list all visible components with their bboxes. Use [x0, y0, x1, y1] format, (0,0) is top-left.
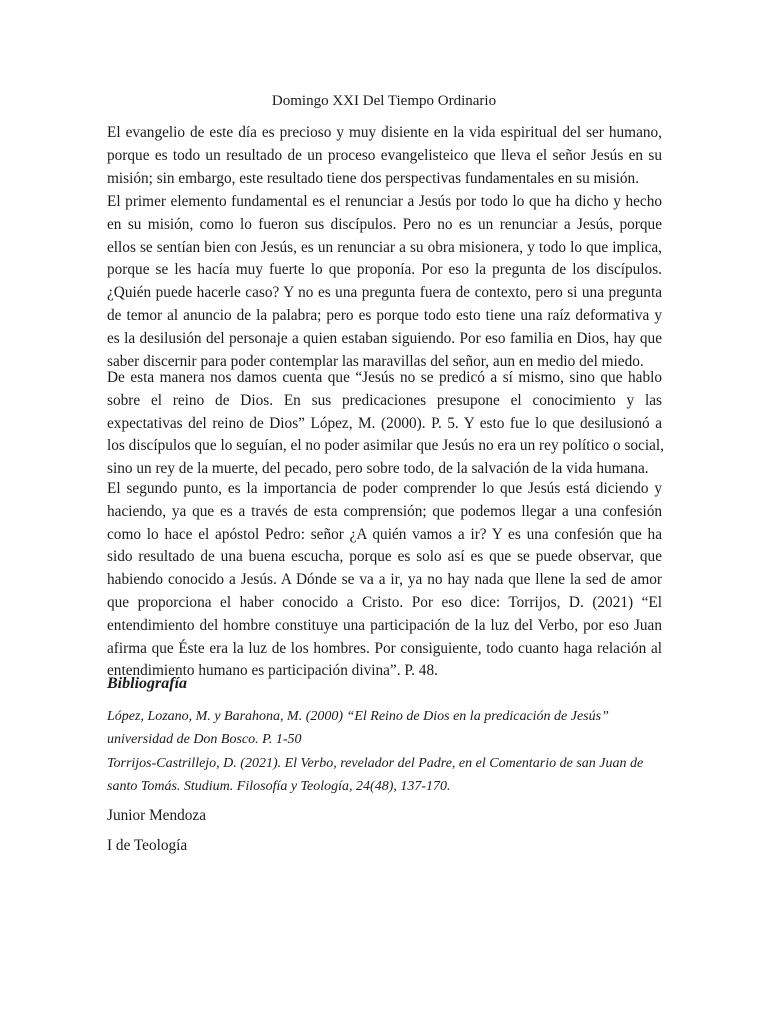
paragraph-line: expectativas del reino de Dios” López, M. (2000). P. 5. Y esto fue lo que desilusionó a: [107, 414, 662, 432]
bibliography-reference-2: [107, 752, 647, 798]
paragraph-line: De esta manera nos damos cuenta que “Jesús no se predicó a sí mismo, sino que hablo: [107, 369, 662, 386]
paragraph-line: entendimiento del hombre constituye una participación de la luz del Verbo, por eso Juan: [107, 616, 662, 634]
paragraph-line: El segundo punto, es la importancia de poder comprender lo que Jesús está diciendo y: [107, 480, 662, 497]
bibliography-heading: Bibliografía: [107, 675, 188, 692]
paragraph-line: como lo hace el apóstol Pedro: señor ¿A quién vamos a ir? Y es una confesión que ha: [107, 525, 662, 543]
paragraph-4: [107, 478, 662, 683]
paragraph-line: que proporciona el haber conocido a Cristo. Por eso dice: Torrijos, D. (2021) “El: [107, 593, 662, 611]
paragraph-line: es la desilusión del personaje a quien estaban siguiendo. Por eso familia en Dios, hay que: [107, 329, 662, 347]
reference-line: Torrijos-Castrillejo, D. (2021). El Verbo, revelador del Padre, en el Comentario de san Juan de: [107, 756, 644, 771]
paragraph-1: [107, 122, 662, 190]
reference-line: santo Tomás. Studium. Filosofía y Teología, 24(48), 137-170.: [107, 779, 451, 794]
paragraph-line: ¿Quién puede hacerle caso? Y no es una pregunta fuera de contexto, pero si una pregunta: [107, 284, 662, 302]
paragraph-line: haciendo, ya que es a través de esta comprensión; que podemos llegar a una confesión: [107, 502, 662, 520]
paragraph-line: sobre el reino de Dios. En sus predicaciones presupone el conocimiento y las: [107, 391, 662, 409]
reference-line: universidad de Don Bosco. P. 1-50: [107, 732, 302, 747]
paragraph-line: ellos se sentían bien con Jesús, es un renunciar a su obra misionera, y todo lo que implica,: [107, 238, 662, 256]
paragraph-line: sino un rey de la muerte, del pecado, pero sobre todo, de la salvación de la vida humana.: [107, 460, 649, 478]
paragraph-line: sido resultado de una buena escucha, porque es solo así es que se puede observar, que: [107, 548, 662, 566]
paragraph-line: en su misión, como lo fueron sus discípulos. Pero no es un renunciar a Jesús, porque: [107, 215, 662, 233]
paragraph-line: habiendo conocido a Jesús. A Dónde se va a ir, ya no hay nada que llene la sed de amor: [107, 571, 662, 589]
document-title: Domingo XXI Del Tiempo Ordinario: [271, 93, 497, 109]
paragraph-line: de temor al anuncio de la palabra; pero es porque todo esto tiene una raíz deformativa y: [107, 306, 662, 324]
paragraph-line: porque es todo un resultado de un proceso evangelisteico que lleva el señor Jesús en su: [107, 146, 662, 164]
paragraph-2: [107, 191, 662, 373]
reference-line: López, Lozano, M. y Barahona, M. (2000) “El Reino de Dios en la predicación de Jesús”: [107, 709, 609, 724]
paragraph-line: afirma que Éste era la luz de los hombres. Por consiguiente, todo cuanto haga relación al: [107, 639, 662, 657]
paragraph-line: El primer elemento fundamental es el renunciar a Jesús por todo lo que ha dicho y hecho: [107, 193, 662, 210]
paragraph-line: saber discernir para poder contemplar las maravillas del señor, aun en medio del miedo.: [107, 352, 644, 370]
course-name: I de Teología: [107, 837, 188, 854]
paragraph-line: porque se les hacía muy fuerte lo que proponía. Por eso la pregunta de los discípulos.: [107, 261, 662, 279]
paragraph-line: El evangelio de este día es precioso y muy disiente en la vida espiritual del ser humano,: [107, 124, 662, 141]
paragraph-line: entendimiento humano es participación divina”. P. 48.: [107, 662, 438, 680]
paragraph-3: [107, 367, 662, 481]
paragraph-line: misión; sin embargo, este resultado tiene dos perspectivas fundamentales en su misión.: [107, 169, 640, 187]
author-name: Junior Mendoza: [107, 807, 206, 824]
bibliography-reference-1: [107, 705, 647, 751]
paragraph-line: los discípulos que lo seguían, el no poder asimilar que Jesús no era un rey político o social,: [107, 437, 664, 455]
